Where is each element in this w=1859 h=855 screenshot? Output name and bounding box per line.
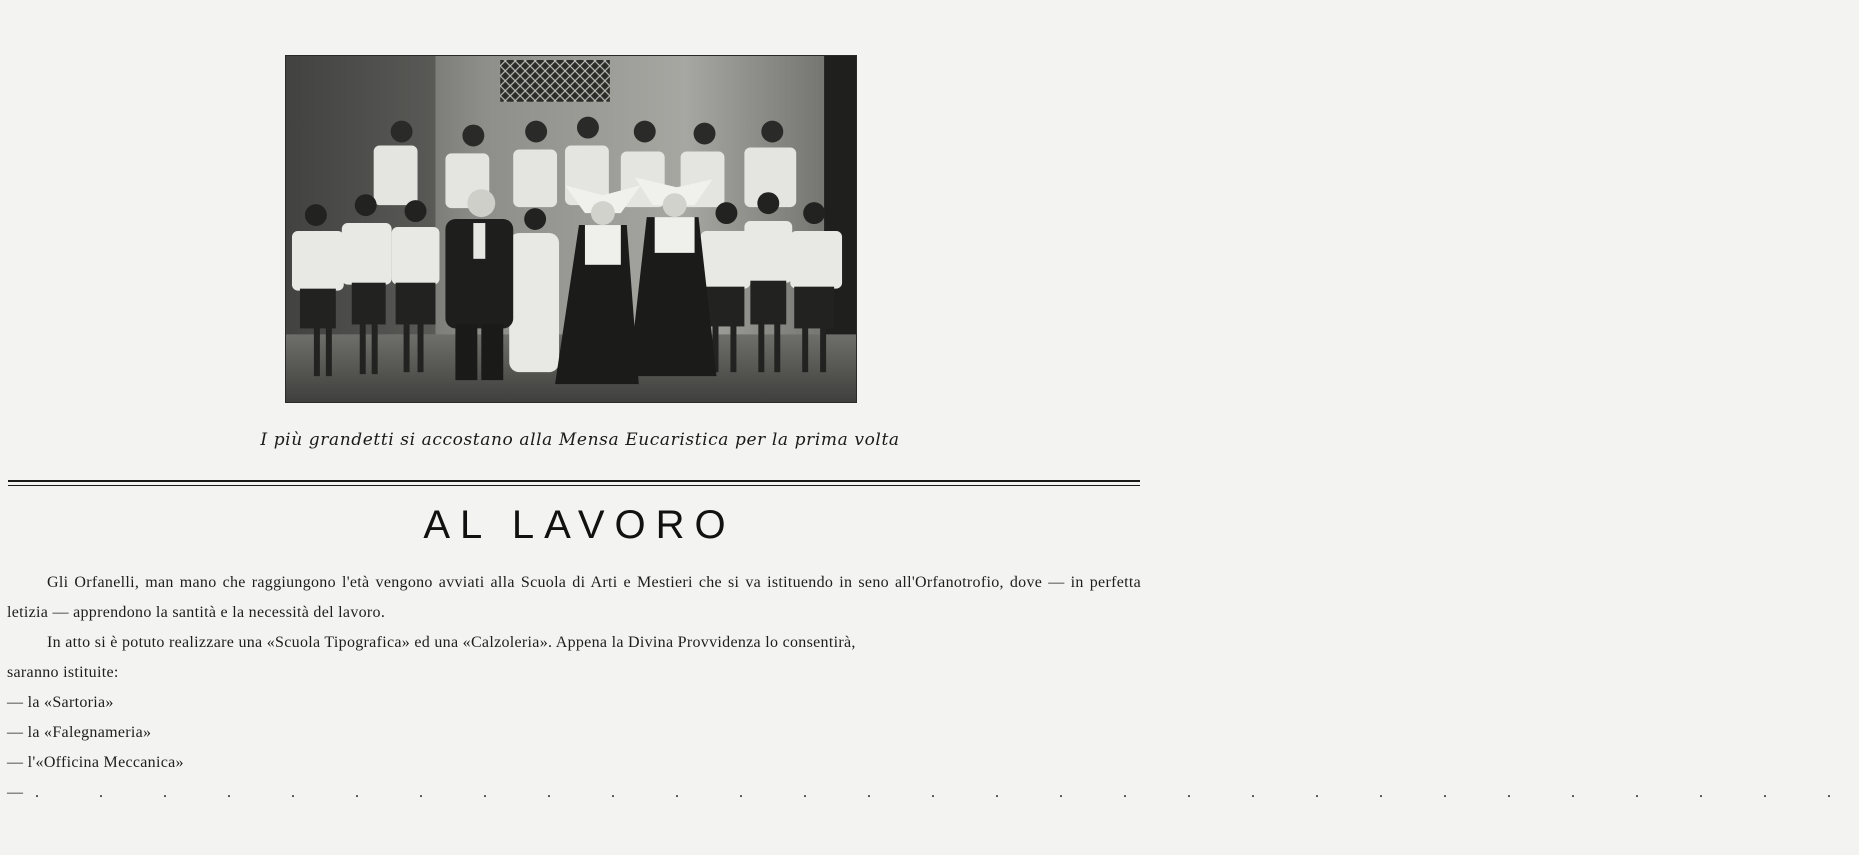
photo-caption: I più grandetti si accostano alla Mensa Eucaristica per la prima volta	[260, 430, 900, 450]
list-item-sartoria: — la «Sartoria»	[7, 694, 114, 711]
intro-line: saranno istituite:	[7, 664, 119, 681]
paragraph-2: In atto si è potuto realizzare una «Scuola Tipografica» ed una «Calzoleria». Appena la Divina Provvidenza lo consentirà,	[47, 634, 856, 651]
list-item-falegnameria: — la «Falegnameria»	[7, 724, 152, 741]
section-divider-thick	[8, 480, 1140, 482]
group-photograph	[285, 55, 857, 403]
paragraph-1: Gli Orfanelli, man mano che raggiungono l'età vengono avviati alla Scuola di Arti e Mestieri che si va istituendo in seno all'Orfanotrofio, dove — in perfetta letizia — apprendono la santità e la necessità del lavoro.	[7, 574, 1141, 621]
section-heading: AL LAVORO	[423, 503, 736, 547]
section-divider-thin	[8, 485, 1140, 486]
trailing-ellipsis-line	[7, 778, 1859, 808]
trailing-dash: —	[7, 784, 23, 801]
list-item-officina: — l'«Officina Meccanica»	[7, 754, 184, 771]
trailing-dots: . . . . . . . . . . . . . . . . . . . . . . . . . . . . .	[35, 784, 1859, 801]
photo-illustration	[286, 56, 856, 402]
body-text	[7, 568, 1859, 808]
